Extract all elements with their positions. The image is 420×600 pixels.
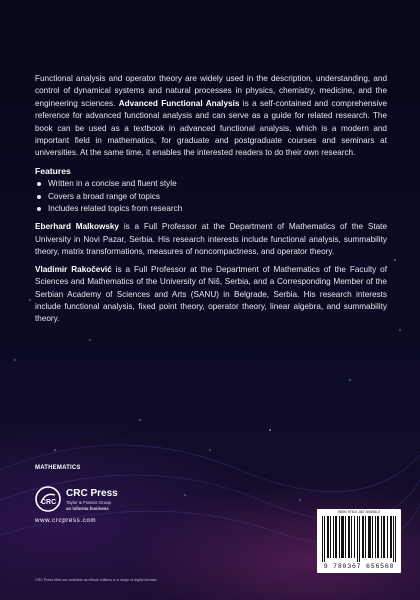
- features-list: [35, 178, 387, 215]
- book-description: [35, 73, 387, 160]
- feature-item: Written in a concise and fluent style: [35, 178, 387, 190]
- ebook-availability-note: CRC Press titles are available as eBook editions in a range of digital formats: [35, 578, 157, 582]
- description-part1: Functional analysis and operator theory are widely used in the description, understanding, and control of dynamical systems and natural processes in physics, chemistry, medicine, and the engineering sciences.: [35, 74, 387, 108]
- description-part2: is a self-contained and comprehensive reference for advanced functional analysis and can serve as a guide for related research. The book can be used as a textbook in advanced functional analysis, which is a modern and important field in mathematics, for graduate and postgraduate courses and seminars at universities. At the same time, it enables the interested readers to do their own research.: [35, 98, 387, 158]
- author-name: Vladimir Rakočević: [35, 264, 112, 274]
- publisher-informa: an informa business: [66, 506, 109, 511]
- svg-text:CRC: CRC: [41, 499, 57, 506]
- barcode-digits: 9 780367 656560: [323, 563, 395, 570]
- isbn-barcode: [317, 509, 401, 573]
- publisher-url[interactable]: www.crcpress.com: [35, 517, 97, 524]
- author-bio: [35, 264, 387, 326]
- author-bio-text: is a Full Professor at the Department of Mathematics of the State University in Novi Pazar, Serbia. His research interests include functional analysis, summability theory, matrix transformations, measures of noncompactness, and operator theory.: [35, 222, 388, 257]
- feature-item: Covers a broad range of topics: [35, 191, 387, 203]
- author-bio-text: is a Full Professor at the Department of Mathematics of the Faculty of Sciences and Mathematics of the University of Niš, Serbia, and a Corresponding Member of the Serbian Academy of Sciences and Arts (SANU) in Belgrade, Serbia. His research interests include functional analysis, fixed point theory, operator theory, linear algebra, and summability theory.: [35, 264, 387, 324]
- author-bio: [35, 221, 387, 258]
- barcode-bars-icon: [320, 516, 398, 562]
- publisher-group: Taylor & Francis Group: [66, 500, 111, 505]
- publisher-name: CRC Press: [66, 488, 118, 499]
- author-name: Eberhard Malkowsky: [35, 222, 119, 232]
- publisher-block: [35, 486, 145, 526]
- isbn-label: ISBN 978-0-367-65656-0: [337, 510, 381, 514]
- book-title-inline: Advanced Functional Analysis: [118, 98, 240, 108]
- crc-press-logo-icon: [35, 486, 61, 512]
- subject-category: MATHEMATICS: [35, 465, 81, 471]
- feature-item: Includes related topics from research: [35, 203, 387, 215]
- back-cover-text: [35, 73, 387, 331]
- features-heading: Features: [35, 165, 71, 176]
